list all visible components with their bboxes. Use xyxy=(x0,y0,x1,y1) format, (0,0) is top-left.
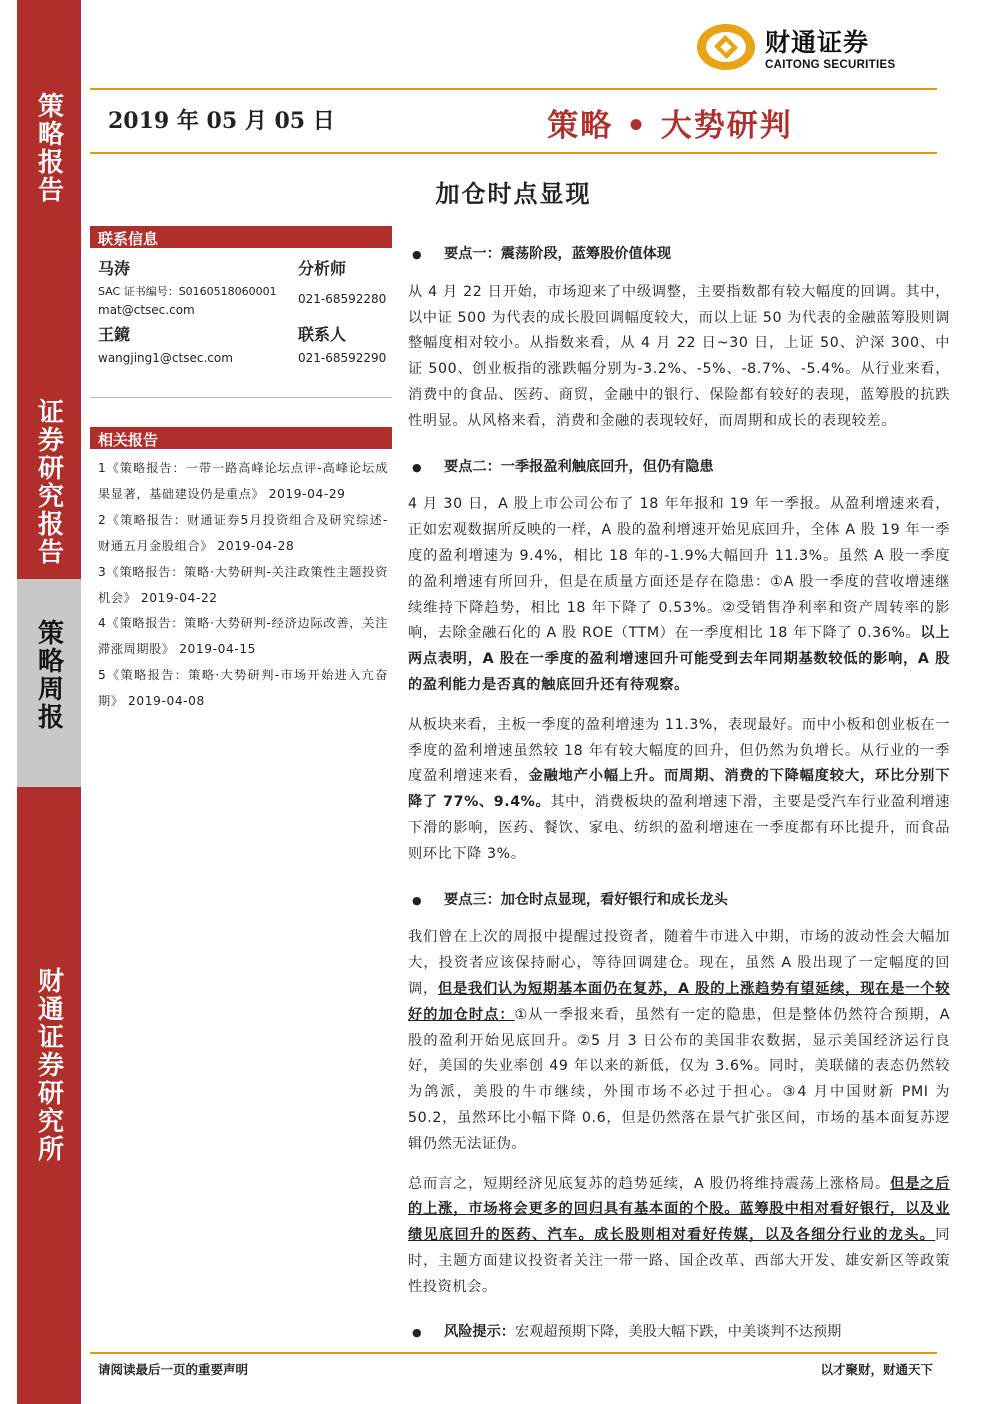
report-date: 2019 年 05 月 05 日 xyxy=(108,108,335,134)
left-sidebar xyxy=(17,0,81,1404)
sidebar-institute: 财通证券研究所 xyxy=(17,787,81,1404)
related-report-item[interactable]: 5《策略报告：策略·大势研判-市场开始进入亢奋期》 2019-04-08 xyxy=(98,668,388,709)
related-report-item[interactable]: 1《策略报告：一带一路高峰论坛点评-高峰论坛成果显著，基础建设仍是重点》 2019-04-29 xyxy=(98,461,388,501)
related-reports-list xyxy=(98,456,388,715)
section-title: 策略 • 大势研判 xyxy=(547,108,793,144)
risk-warning: ● 风险提示：宏观超预期下降，美股大幅下跌，中美谈判不达预期 xyxy=(408,1320,950,1346)
sidebar-report-type: 策略报告 xyxy=(17,0,81,398)
contact-role: 联系人 xyxy=(298,325,347,344)
related-report-item[interactable]: 3《策略报告：策略·大势研判-关注政策性主题投资机会》 2019-04-22 xyxy=(98,564,388,605)
header-rule-top xyxy=(90,88,937,90)
footer-rule xyxy=(90,1352,937,1354)
sidebar-research-report: 证券研究报告 xyxy=(17,398,81,579)
analyst-name: 马涛 xyxy=(98,259,131,278)
page-title: 加仓时点显现 xyxy=(435,179,592,208)
body-paragraph: 4 月 30 日，A 股上市公司公布了 18 年年报和 19 年一季报。从盈利增速来看，正如宏观数据所反映的一样，A 股的盈利增速开始见底回升，全体 A 股 19 年一季度的盈利增速为 9.4%，相比 18 年的-1.9%大幅回升 11.3%。虽然 A 股一季度的盈利增速有所回升，但是在质量方面还是存在隐患：①A 股一季度的营收增速继续维持下降趋势，相比 18 年下降了 0.53%。②受销售净利率和资产周转率的影响，去除金融石化的 A 股 ROE（TTM）在一季度相比 18 年下降了 0.36%。以上两点表明，A 股在一季度的盈利增速回升可能受到去年同期基数较低的影响，A 股的盈利能力是否真的触底回升还有待观察。 xyxy=(408,496,950,693)
body-paragraph: 总而言之，短期经济见底复苏的趋势延续，A 股仍将维持震荡上涨格局。但是之后的上涨，市场将会更多的回归具有基本面的个股。蓝筹股中相对看好银行，以及业绩见底回升的医药、汽车。成长股则相对看好传媒，以及各细分行业的龙头。同时，主题方面建议投资者关注一带一路、国企改革、西部大开发、雄安新区等政策性投资机会。 xyxy=(408,1175,950,1295)
main-content xyxy=(408,236,950,1358)
contact-heading: 联系信息 xyxy=(90,226,392,248)
logo-english-name: CAITONG SECURITIES xyxy=(765,59,896,71)
body-paragraph: 从板块来看，主板一季度的盈利增速为 11.3%，表现最好。而中小板和创业板在一季度的盈利增速虽然较 18 年有较大幅度的回升，但仍然为负增长。从行业的一季度盈利增速来看，金融地产小幅上升。而周期、消费的下降幅度较大，环比分别下降了 77%、9.4%。其中，消费板块的盈利增速下滑，主要是受汽车行业盈利增速下滑的影响，医药、餐饮、家电、纺织的盈利增速在一季度都有环比提升，而食品则环比下降 3%。 xyxy=(408,716,950,862)
footer-disclaimer: 请阅读最后一页的重要声明 xyxy=(98,1362,249,1377)
logo-chinese-name: 财通证券 xyxy=(765,28,870,57)
contact-name: 王鏡 xyxy=(98,325,131,344)
contact-divider xyxy=(90,397,392,398)
analyst-cert: SAC 证书编号：S0160518060001 xyxy=(98,285,277,298)
company-logo xyxy=(695,22,895,72)
contact-phone: 021-68592290 xyxy=(298,351,387,365)
related-heading: 相关报告 xyxy=(90,427,392,449)
contact-email[interactable]: wangjing1@ctsec.com xyxy=(98,351,233,365)
keypoint-heading: ● 要点一：震荡阶段，蓝筹股价值体现 xyxy=(408,242,950,268)
footer-slogan: 以才聚财，财通天下 xyxy=(820,1362,933,1377)
header-rule-bottom xyxy=(90,152,937,154)
keypoint-heading: ● 要点三：加仓时点显现，看好银行和成长龙头 xyxy=(408,888,950,914)
body-paragraph: 从 4 月 22 日开始，市场迎来了中级调整，主要指数都有较大幅度的回调。其中，以中证 500 为代表的成长股回调幅度较大，而以上证 50 为代表的金融蓝筹股则调整幅度相对较小。从指数来看，从 4 月 22 日~30 日，上证 50、沪深 300、中证 500、创业板指的涨跌幅分别为-3.2%、-5%、-8.7%、-5.4%。从行业来看，消费中的食品、医药、商贸，金融中的银行、保险都有较好的表现，蓝筹股的抗跌性明显。从风格来看，消费和金融的表现较好，而周期和成长的表现较差。 xyxy=(408,283,950,429)
analyst-phone: 021-68592280 xyxy=(298,292,387,306)
related-report-item[interactable]: 2《策略报告：财通证券5月投资组合及研究综述-财通五月金股组合》 2019-04-28 xyxy=(98,512,388,553)
related-report-item[interactable]: 4《策略报告：策略·大势研判-经济边际改善，关注滞涨周期股》 2019-04-15 xyxy=(98,616,388,657)
analyst-email[interactable]: mat@ctsec.com xyxy=(98,303,195,317)
analyst-role: 分析师 xyxy=(298,259,347,278)
caitong-logo-icon xyxy=(695,22,757,72)
sidebar-weekly: 策略周报 xyxy=(17,579,81,787)
keypoint-heading: ● 要点二：一季报盈利触底回升，但仍有隐患 xyxy=(408,455,950,481)
body-paragraph: 我们曾在上次的周报中提醒过投资者，随着牛市进入中期，市场的波动性会大幅加大，投资者应该保持耐心，等待回调建仓。现在，虽然 A 股出现了一定幅度的回调，但是我们认为短期基本面仍在复苏，A 股的上涨趋势有望延续，现在是一个较好的加仓时点：①从一季报来看，虽然有一定的隐患，但是整体仍然符合预期，A 股的盈利开始见底回升。②5 月 3 日公布的美国非农数据，显示美国经济运行良好，美国的失业率创 49 年以来的新低，仅为 3.6%。同时，美联储的表态仍然较为鸽派，美股的牛市继续，外围市场不必过于担心。③4 月中国财新 PMI 为 50.2，虽然环比小幅下降 0.6，但是仍然落在景气扩张区间，市场的基本面复苏逻辑仍然无法证伪。 xyxy=(408,929,951,1152)
